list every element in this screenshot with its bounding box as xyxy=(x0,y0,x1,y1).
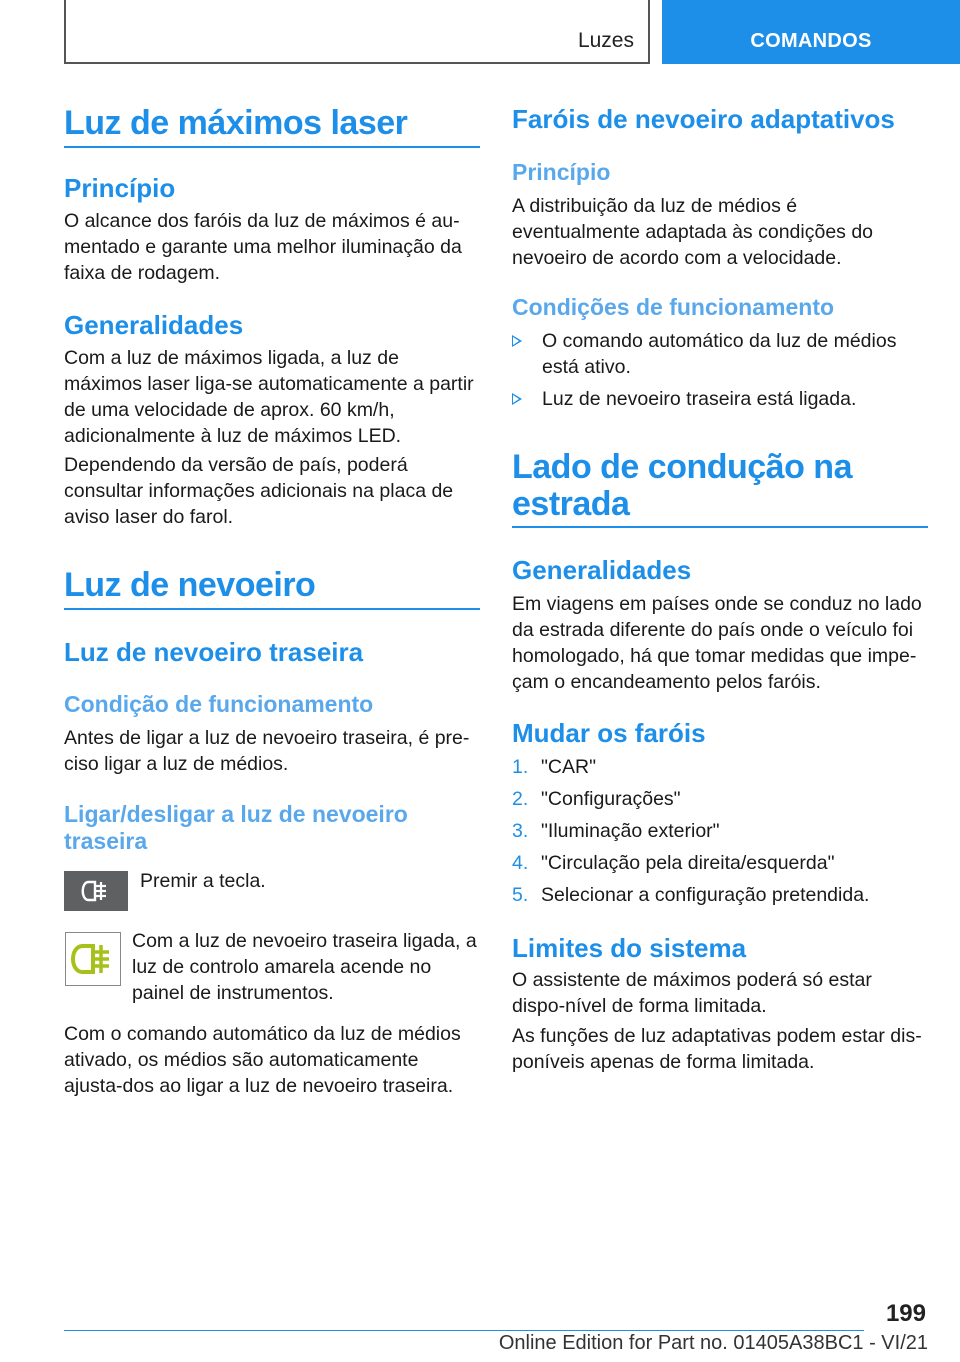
switch-steps-list xyxy=(512,754,928,914)
laser-principle-heading: Princípio xyxy=(64,173,176,203)
laser-general-heading: Generalidades xyxy=(64,310,244,340)
fog-auto-text: Com o comando automático da luz de médios ativado, os médios são automaticamente ajusta-dos ao ligar a luz de nevoeiro traseira. xyxy=(64,1023,461,1097)
title-rule xyxy=(64,608,480,610)
switch-headlights-heading: Mudar os faróis xyxy=(512,718,706,748)
header-section-box xyxy=(64,0,650,64)
laser-general-text-2: Dependendo da versão de país, poderá consultar informações adicionais na placa de aviso laser do farol. xyxy=(64,454,454,528)
list-item: 5. Selecionar a configuração pretendida. xyxy=(512,884,870,906)
fog-condition-heading: Condição de funcionamento xyxy=(64,691,374,717)
fog-indicator-text: Com a luz de nevoeiro traseira ligada, a luz de controlo amarela acende no painel de instrumentos. xyxy=(132,930,477,1004)
rear-fog-light-key-icon xyxy=(64,871,128,911)
list-item: 2. "Configurações" xyxy=(512,788,681,810)
page-number: 199 xyxy=(885,1300,926,1327)
footer-edition-text: Online Edition for Part no. 01405A38BC1 - VI/21 xyxy=(498,1332,928,1354)
header-chapter-label: COMANDOS xyxy=(750,30,872,52)
road-side-title: Lado de condução na estrada xyxy=(512,448,852,523)
triangle-bullet-icon xyxy=(512,335,522,347)
adaptive-conditions-list xyxy=(512,328,928,412)
adaptive-principle-heading: Princípio xyxy=(512,159,611,185)
system-limits-text-1: O assistente de máximos poderá só estar dispo-nível de forma limitada. xyxy=(512,969,872,1017)
adaptive-conditions-heading: Condições de funcionamento xyxy=(512,294,835,320)
list-item: 4. "Circulação pela direita/esquerda" xyxy=(512,852,835,874)
adaptive-fog-title: Faróis de nevoeiro adaptativos xyxy=(512,104,895,134)
list-item: O comando automático da luz de médios está ativo. xyxy=(512,328,928,380)
laser-general-text-1: Com a luz de máximos ligada, a luz de máximos laser liga-se automaticamente a partir de uma velocidade de aprox. 60 km/h, adicionalmente à luz de máximos LED. xyxy=(64,347,474,447)
title-rule xyxy=(64,146,480,148)
laser-principle-text: O alcance dos faróis da luz de máximos é au-mentado e garante uma melhor iluminação da faixa de rodagem. xyxy=(64,210,462,284)
fog-toggle-heading: Ligar/desligar a luz de nevoeiro traseira xyxy=(64,801,408,854)
rear-fog-heading: Luz de nevoeiro traseira xyxy=(64,637,364,667)
fog-press-key-text: Premir a tecla. xyxy=(140,870,266,892)
system-limits-heading: Limites do sistema xyxy=(512,933,747,963)
laser-high-beam-title: Luz de máximos laser xyxy=(64,104,408,142)
list-item: 1. "CAR" xyxy=(512,756,597,778)
triangle-bullet-icon xyxy=(512,393,522,405)
rear-fog-light-indicator-icon xyxy=(65,932,121,986)
road-general-text: Em viagens em países onde se conduz no lado da estrada diferente do país onde o veículo foi homologado, há que tomar medidas que impe-çam o encandeamento pelos faróis. xyxy=(512,593,922,693)
fog-light-title: Luz de nevoeiro xyxy=(64,566,316,604)
title-rule xyxy=(512,526,928,528)
list-item: 3. "Iluminação exterior" xyxy=(512,820,720,842)
footer-rule xyxy=(64,1330,864,1331)
system-limits-text-2: As funções de luz adaptativas podem estar dis-poníveis apenas de forma limitada. xyxy=(512,1025,922,1073)
road-general-heading: Generalidades xyxy=(512,555,692,585)
adaptive-principle-text: A distribuição da luz de médios é eventualmente adaptada às condições do nevoeiro de acordo com a velocidade. xyxy=(512,195,874,269)
list-item: Luz de nevoeiro traseira está ligada. xyxy=(512,386,928,412)
fog-condition-text: Antes de ligar a luz de nevoeiro traseira, é pre-ciso ligar a luz de médios. xyxy=(64,727,470,775)
header-section-title: Luzes xyxy=(577,29,634,52)
header-chapter-tab xyxy=(662,0,960,64)
